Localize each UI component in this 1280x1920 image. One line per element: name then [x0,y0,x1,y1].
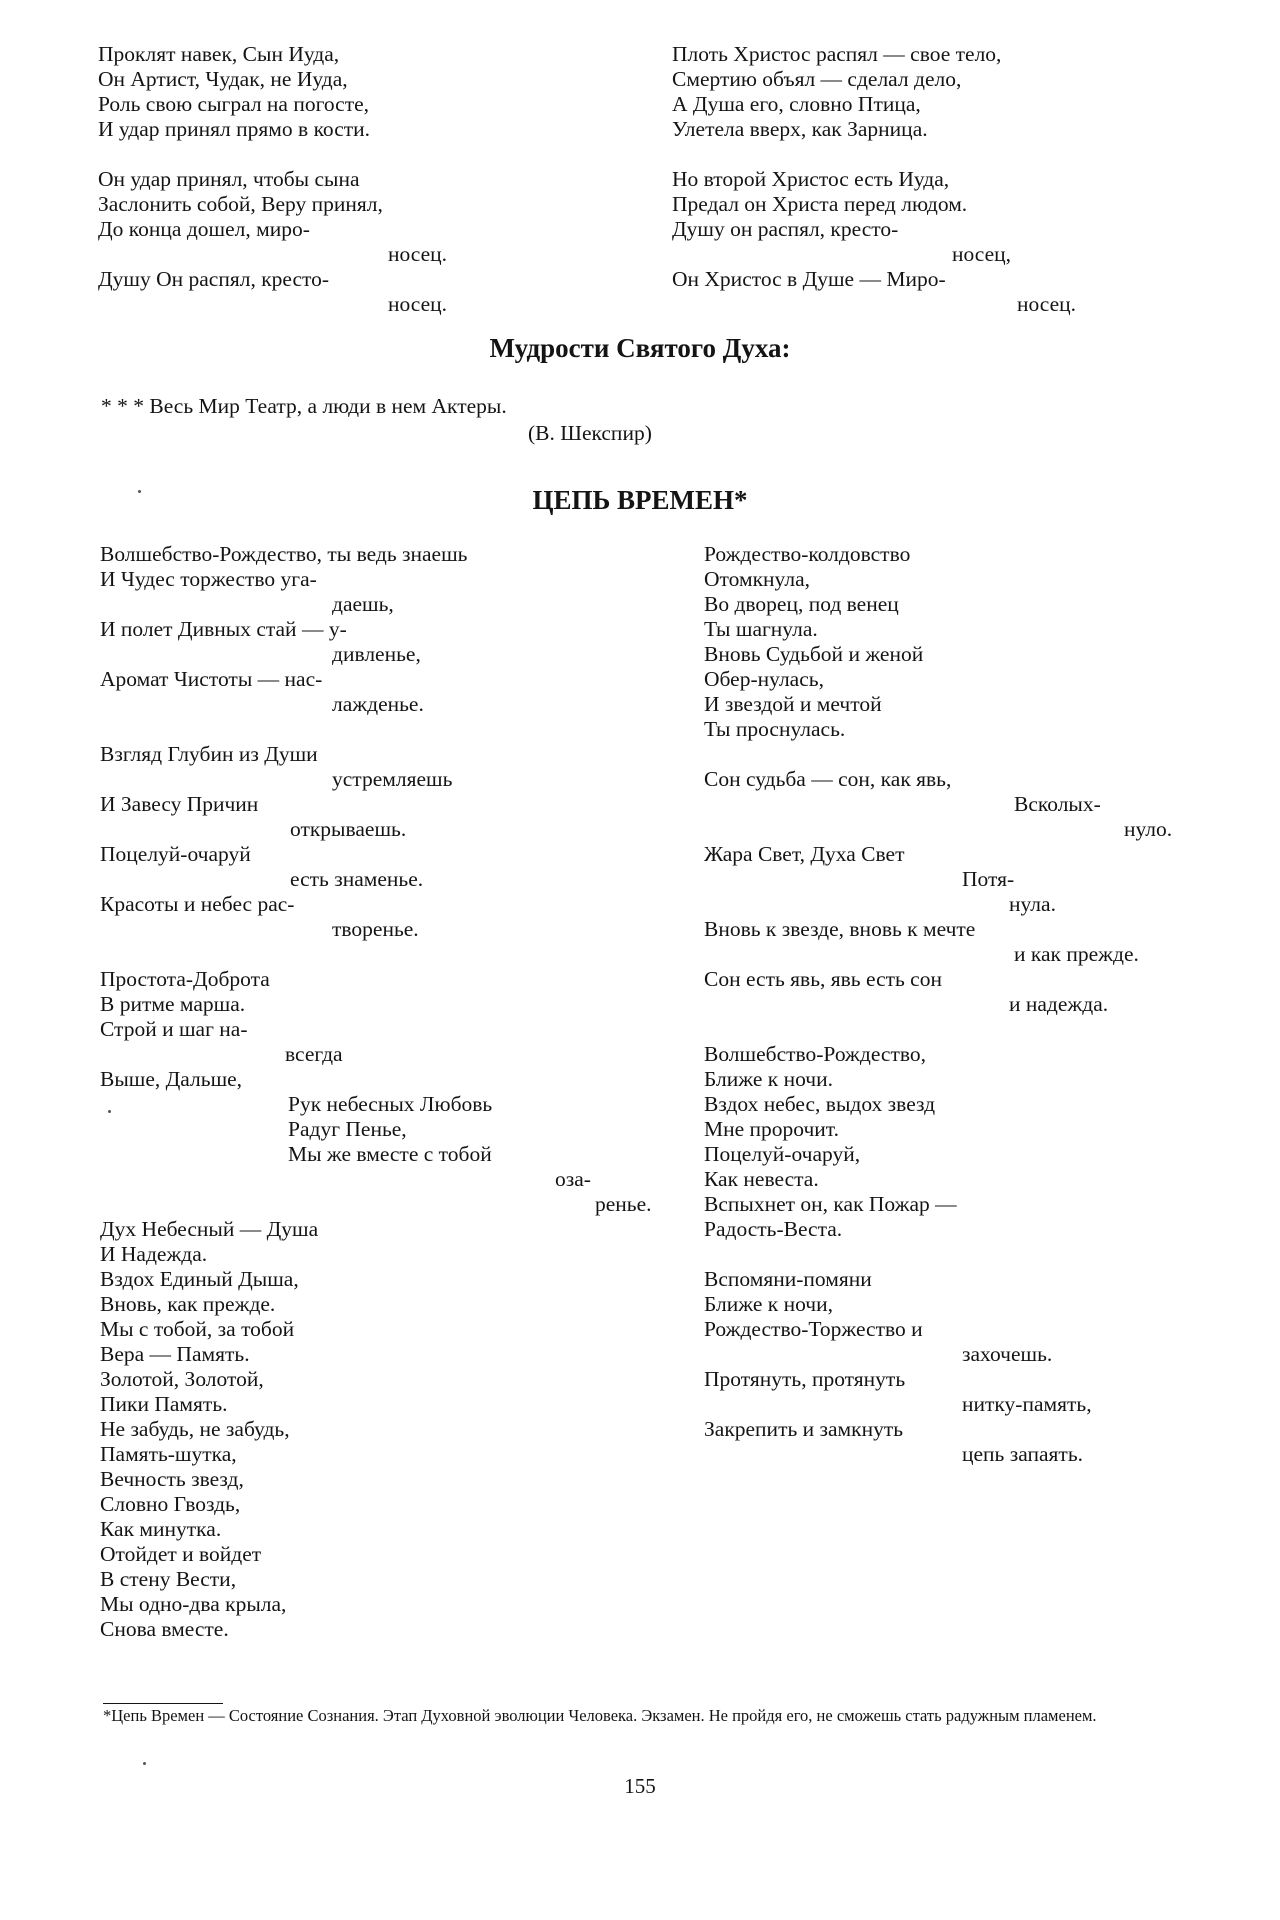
quote-text: * * * Весь Мир Театр, а люди в нем Актеры. [101,394,507,418]
verse-line: Сон судьба — сон, как явь, [704,767,952,791]
verse-line: Потя- [962,867,1015,891]
wisdom-heading: Мудрости Святого Духа: [489,333,791,363]
verse-line: нуло. [1124,817,1173,841]
verse-line: Вспыхнет он, как Пожар — [704,1192,957,1216]
verse-line: оза- [555,1167,591,1191]
verse-line: Взгляд Глубин из Души [100,742,318,766]
stanza [704,767,1244,1017]
verse-line: До конца дошел, миро- [98,217,310,241]
verse-line: захочешь. [962,1342,1053,1366]
verse-line: Душу он распял, кресто- [672,217,899,241]
verse-line: И Чудес торжество уга- [100,567,317,591]
verse-line: Снова вместе. [100,1617,229,1641]
verse-line: Предал он Христа перед людом. [672,192,968,216]
page-number: 155 [624,1774,656,1798]
verse-line: Он Христос в Душе — Миро- [672,267,946,291]
poem-column-top-left [98,42,638,342]
verse-line: Простота-Доброта [100,967,270,991]
verse-line: Он Артист, Чудак, не Иуда, [98,67,348,91]
verse-line: нитку-память, [962,1392,1092,1416]
verse-line: Вздох небес, выдох звезд [704,1092,936,1116]
verse-line: Волшебство-Рождество, [704,1042,927,1066]
poem-title: ЦЕПЬ ВРЕМЕН* [532,485,748,515]
verse-line: и как прежде. [1014,942,1139,966]
scan-speck [138,490,141,493]
verse-line: Рук небесных Любовь [288,1092,493,1116]
verse-line: Заслонить собой, Веру принял, [98,192,383,216]
verse-line: дивленье, [332,642,421,666]
verse-line: Строй и шаг на- [100,1017,248,1041]
stanza [704,1042,1244,1242]
verse-line: Вера — Память. [100,1342,250,1366]
verse-line: Он удар принял, чтобы сына [98,167,360,191]
verse-line: Как минутка. [100,1517,222,1541]
verse-line: Ты шагнула. [704,617,818,641]
verse-line: Волшебство-Рождество, ты ведь знаешь [100,542,468,566]
verse-line: И звездой и мечтой [704,692,882,716]
verse-line: Пики Память. [100,1392,228,1416]
verse-line: даешь, [332,592,394,616]
verse-line: Вновь Судьбой и женой [704,642,924,666]
verse-line: Ближе к ночи, [704,1292,833,1316]
verse-line: Золотой, Золотой, [100,1367,264,1391]
verse-line: Отомкнула, [704,567,810,591]
verse-line: устремляешь [332,767,453,791]
verse-line: Радуг Пенье, [288,1117,407,1141]
verse-line: открываешь. [290,817,407,841]
verse-line: Вспомяни-помяни [704,1267,872,1291]
verse-line: Закрепить и замкнуть [704,1417,904,1441]
stanza [98,42,638,142]
stanza [704,542,1244,742]
verse-line: И Надежда. [100,1242,208,1266]
verse-line: Поцелуй-очаруй [100,842,251,866]
scan-speck [143,1762,146,1765]
verse-line: Отойдет и войдет [100,1542,262,1566]
verse-line: Память-шутка, [100,1442,237,1466]
stanza [98,167,638,317]
verse-line: Ближе к ночи. [704,1067,833,1091]
verse-line: творенье. [332,917,419,941]
verse-line: Словно Гвоздь, [100,1492,241,1516]
verse-line: носец. [388,242,448,266]
poem-column-right [704,542,1244,1492]
verse-line: и надежда. [1009,992,1109,1016]
verse-line: Мы же вместе с тобой [288,1142,492,1166]
verse-line: Вновь, как прежде. [100,1292,276,1316]
verse-line: носец. [1017,292,1077,316]
stanza [100,742,680,942]
verse-line: Душу Он распял, кресто- [98,267,330,291]
stanza [672,167,1232,317]
verse-line: И полет Дивных стай — у- [100,617,347,641]
verse-line: Аромат Чистоты — нас- [100,667,323,691]
verse-line: Мы с тобой, за тобой [100,1317,295,1341]
verse-line: Рождество-Торжество и [704,1317,923,1341]
verse-line: цепь запаять. [962,1442,1084,1466]
verse-line: Мы одно-два крыла, [100,1592,287,1616]
verse-line: Всколых- [1014,792,1101,816]
verse-line: Вечность звезд, [100,1467,244,1491]
verse-line: Проклят навек, Сын Иуда, [98,42,340,66]
verse-line: Не забудь, не забудь, [100,1417,290,1441]
verse-line: есть знаменье. [290,867,424,891]
verse-line: Как невеста. [704,1167,819,1191]
footnote: *Цепь Времен — Состояние Сознания. Этап Духовной эволюции Человека. Экзамен. Не пройдя его, не сможешь стать радужным пламенем. [103,1706,1097,1725]
verse-line: Рождество-колдовство [704,542,911,566]
verse-line: Вновь к звезде, вновь к мечте [704,917,976,941]
stanza [704,1267,1244,1467]
poem-column-top-right [672,42,1232,342]
stanza [100,542,680,717]
verse-line: Радость-Веста. [704,1217,843,1241]
verse-line: носец. [388,292,448,316]
verse-line: Протянуть, протянуть [704,1367,906,1391]
stanza [100,967,680,1642]
verse-line: И Завесу Причин [100,792,259,816]
verse-line: всегда [285,1042,343,1066]
verse-line: Роль свою сыграл на погосте, [98,92,370,116]
verse-line: Во дворец, под венец [704,592,899,616]
verse-line: Дух Небесный — Душа [100,1217,319,1241]
verse-line: Смертию объял — сделал дело, [672,67,962,91]
verse-line: Мне пророчит. [704,1117,839,1141]
verse-line: В ритме марша. [100,992,246,1016]
verse-line: Улетела вверх, как Зарница. [672,117,928,141]
quote-attribution: (В. Шекспир) [528,421,652,445]
verse-line: Но второй Христос есть Иуда, [672,167,950,191]
verse-line: Обер-нулась, [704,667,824,691]
verse-line: Плоть Христос распял — свое тело, [672,42,1002,66]
verse-line: Поцелуй-очаруй, [704,1142,861,1166]
verse-line: Выше, Дальше, [100,1067,243,1091]
verse-line: Вздох Единый Дыша, [100,1267,299,1291]
stanza [672,42,1232,142]
poem-column-left [100,542,680,1667]
verse-line: А Душа его, словно Птица, [672,92,921,116]
verse-line: Сон есть явь, явь есть сон [704,967,942,991]
verse-line: Жара Свет, Духа Свет [704,842,905,866]
footnote-rule [103,1703,223,1704]
verse-line: В стену Вести, [100,1567,237,1591]
verse-line: Ты проснулась. [704,717,846,741]
verse-line: Красоты и небес рас- [100,892,295,916]
verse-line: лажденье. [332,692,424,716]
verse-line: нула. [1009,892,1056,916]
verse-line: ренье. [595,1192,652,1216]
scan-speck [108,1110,111,1113]
verse-line: И удар принял прямо в кости. [98,117,371,141]
verse-line: носец, [952,242,1012,266]
